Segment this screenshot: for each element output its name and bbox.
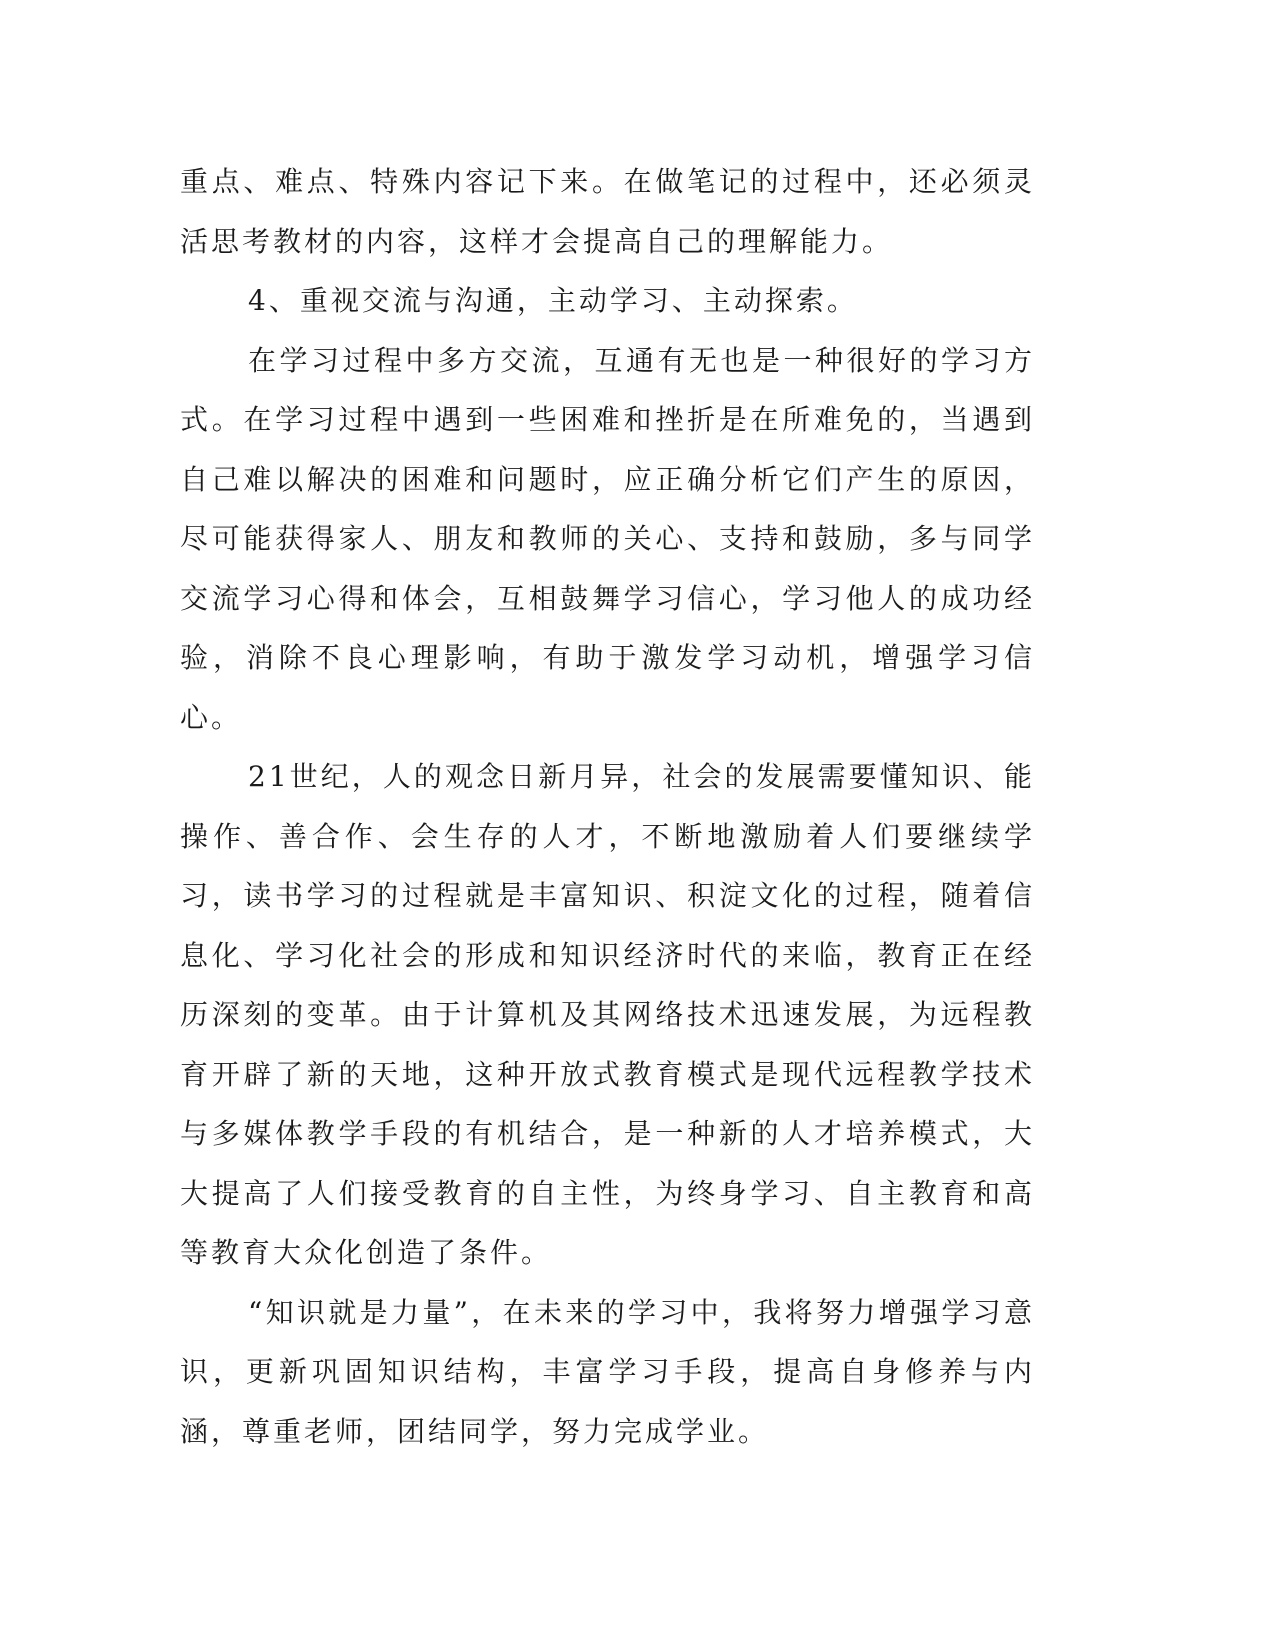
paragraph-21st-century: 21世纪，人的观念日新月异，社会的发展需要懂知识、能操作、善合作、会生存的人才，不断地激励着人们要继续学习，读书学习的过程就是丰富知识、积淀文化的过程，随着信息化、学习化社会的形成和知识经济时代的来临，教育正在经历深刻的变革。由于计算机及其网络技术迅速发展，为远程教育开辟了新的天地，这种开放式教育模式是现代远程教学技术与多媒体教学手段的有机结合，是一种新的人才培养模式，大大提高了人们接受教育的自主性，为终身学习、自主教育和高等教育大众化创造了条件。 <box>180 760 1035 1269</box>
paragraph-knowledge-is-power: “知识就是力量”，在未来的学习中，我将努力增强学习意识，更新巩固知识结构，丰富学习手段，提高自身修养与内涵，尊重老师，团结同学，努力完成学业。 <box>180 1295 1035 1448</box>
paragraph-continuation: 重点、难点、特殊内容记下来。在做笔记的过程中，还必须灵活思考教材的内容，这样才会提高自己的理解能力。 <box>180 165 1035 258</box>
document-body <box>180 152 1035 1461</box>
paragraph-communication: 在学习过程中多方交流，互通有无也是一种很好的学习方式。在学习过程中遇到一些困难和挫折是在所难免的，当遇到自己难以解决的困难和问题时，应正确分析它们产生的原因，尽可能获得家人、朋友和教师的关心、支持和鼓励，多与同学交流学习心得和体会，互相鼓舞学习信心，学习他人的成功经验，消除不良心理影响，有助于激发学习动机，增强学习信心。 <box>180 343 1035 734</box>
paragraph-heading-4: 4、重视交流与沟通，主动学习、主动探索。 <box>248 284 858 317</box>
